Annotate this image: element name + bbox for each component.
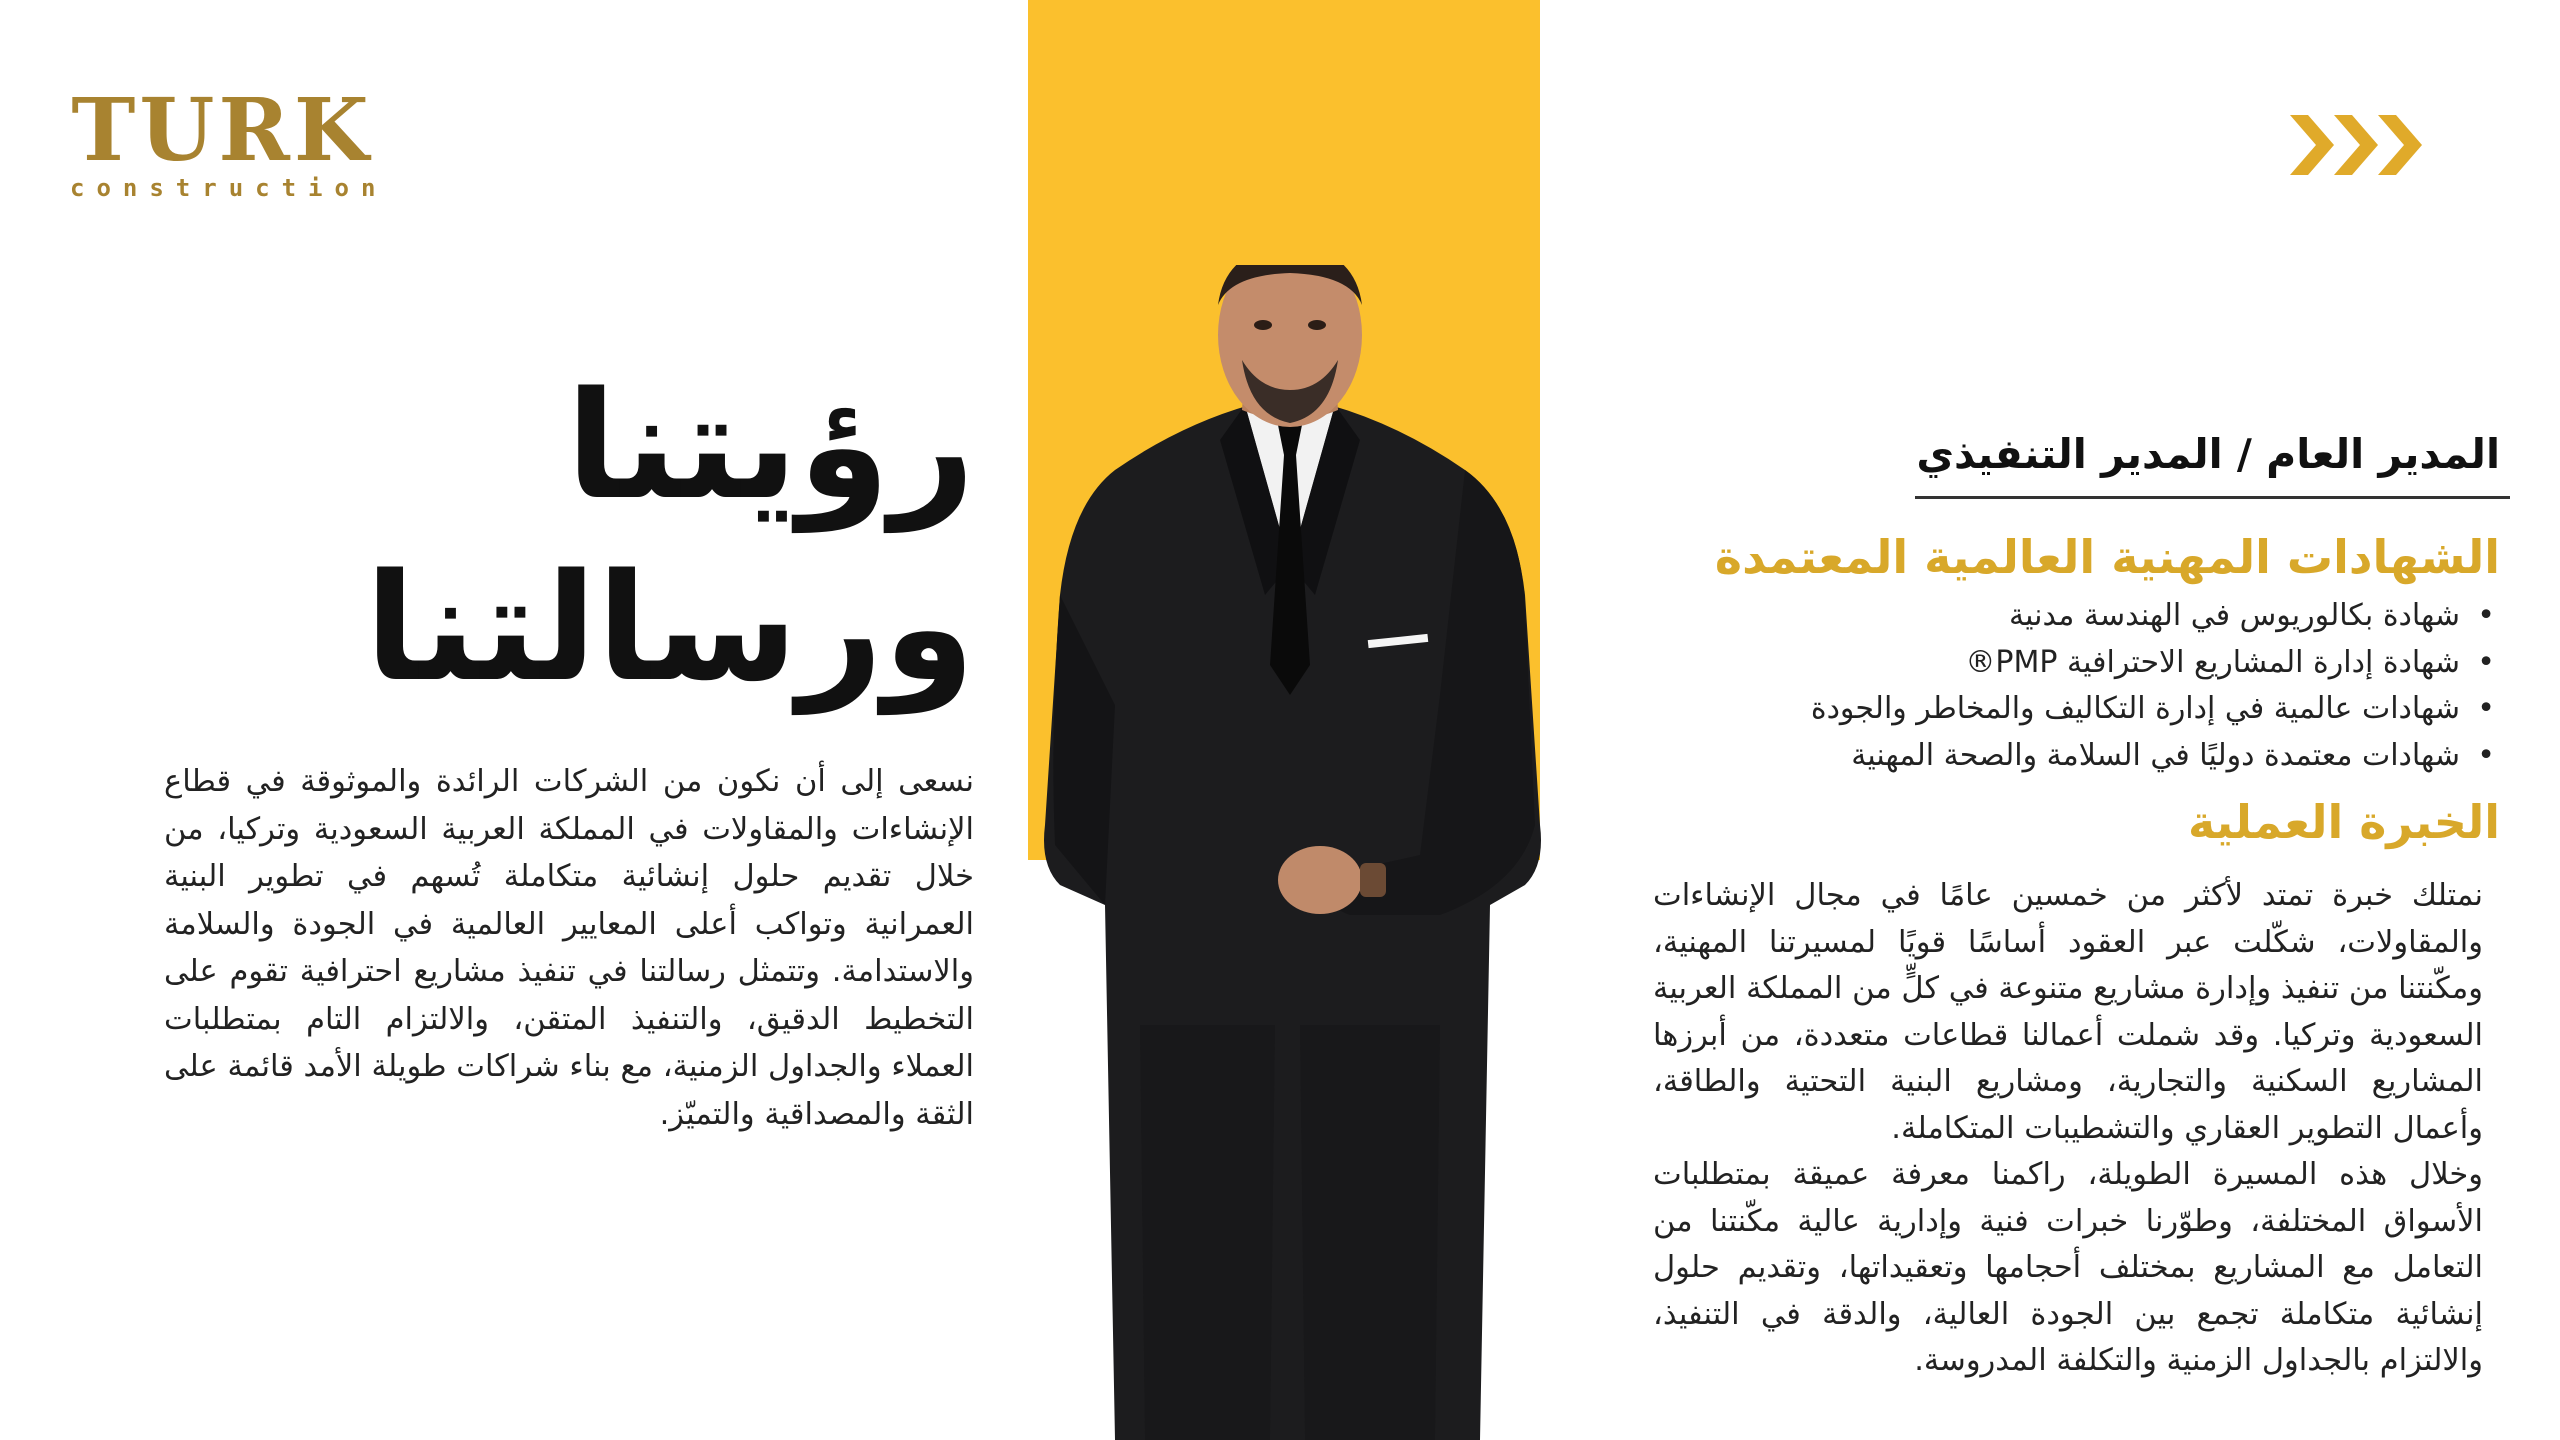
vision-title-line2: ورسالتنا: [364, 542, 975, 714]
experience-body: [1653, 873, 2483, 1385]
certification-item: • شهادات معتمدة دوليًا في السلامة والصحة المهنية: [1700, 733, 2500, 780]
role-title: المدير العام / المدير التنفيذي: [1916, 430, 2500, 478]
certification-item: • شهادة إدارة المشاريع الاحترافية PMP®: [1700, 640, 2500, 687]
certifications-list: [1700, 593, 2500, 779]
triple-chevron-right-icon: [2290, 115, 2430, 175]
certification-item: • شهادات عالمية في إدارة التكاليف والمخاطر والجودة: [1700, 686, 2500, 733]
company-logo: [66, 80, 388, 208]
certification-item: • شهادة بكالوريوس في الهندسة مدنية: [1700, 593, 2500, 640]
vision-title-line1: رؤيتنا: [565, 360, 975, 532]
executive-portrait: [1020, 265, 1560, 1440]
vision-body: نسعى إلى أن نكون من الشركات الرائدة والموثوقة في قطاع الإنشاءات والمقاولات في المملكة العربية السعودية وتركيا، من خلال تقديم حلول إنشائية متكاملة تُسهم في تطوير البنية العمرانية وتواكب أعلى المعايير العالمية في الجودة والسلامة والاستدامة. وتتمثل رسالتنا في تنفيذ مشاريع احترافية تقوم على التخطيط الدقيق، والتنفيذ المتقن، والالتزام التام بمتطلبات العملاء والجداول الزمنية، مع بناء شراكات طويلة الأمد قائمة على الثقة والمصداقية والتميّز.: [164, 764, 974, 1132]
experience-title: الخبرة العملية: [2187, 795, 2500, 849]
role-underline: [1915, 496, 2510, 499]
logo-subtitle: construction: [70, 174, 388, 202]
experience-paragraph-1: نمتلك خبرة تمتد لأكثر من خمسين عامًا في مجال الإنشاءات والمقاولات، شكّلت عبر العقود أساسًا قويًا لمسيرتنا المهنية، ومكّنتنا من تنفيذ وإدارة مشاريع متنوعة في كلٍّ من المملكة العربية السعودية وتركيا. وقد شملت أعمالنا قطاعات متعددة، من أبرزها المشاريع السكنية والتجارية، ومشاريع البنية التحتية والطاقة، وأعمال التطوير العقاري والتشطيبات المتكاملة.: [1653, 878, 2483, 1146]
certifications-title: الشهادات المهنية العالمية المعتمدة: [1714, 530, 2500, 584]
logo-wordmark: TURK: [71, 80, 373, 181]
experience-paragraph-2: وخلال هذه المسيرة الطويلة، راكمنا معرفة عميقة بمتطلبات الأسواق المختلفة، وطوّرنا خبرات فنية وإدارية عالية مكّنتنا من التعامل مع المشاريع بمختلف أحجامها وتعقيداتها، وتقديم حلول إنشائية متكاملة تجمع بين الجودة العالية، والدقة في التنفيذ، والالتزام بالجداول الزمنية والتكلفة المدروسة.: [1653, 1157, 2483, 1378]
vision-title: [300, 355, 975, 719]
